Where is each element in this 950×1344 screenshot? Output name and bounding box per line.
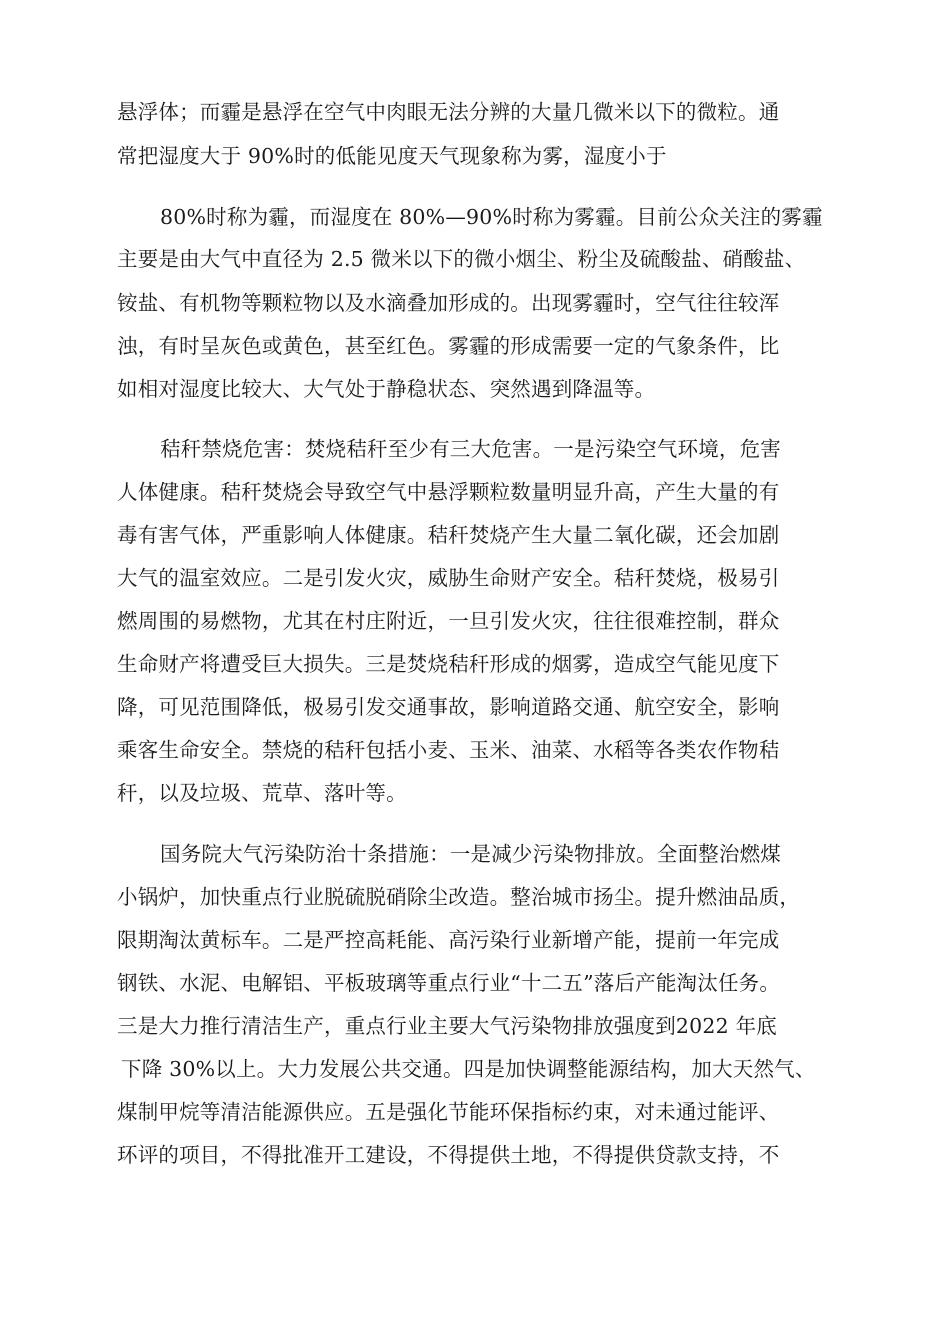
text-line: 生命财产将遭受巨大损失。三是焚烧秸秆形成的烟雾，造成空气能见度下 — [117, 652, 780, 676]
text-line: 小锅炉，加快重点行业脱硫脱硝除尘改造。整治城市扬尘。提升燃油品质， — [117, 885, 801, 909]
text-line: 国务院大气污染防治十条措施：一是减少污染物排放。全面整治燃煤 — [160, 842, 781, 866]
text-line: 秸秆禁烧危害：焚烧秸秆至少有三大危害。一是污染空气环境，危害 — [160, 437, 781, 461]
text-line: 铵盐、有机物等颗粒物以及水滴叠加形成的。出现雾霾时，空气往往较浑 — [117, 291, 780, 315]
text-line: 下降 30%以上。大力发展公共交通。四是加快调整能源结构，加大天然气、 — [121, 1057, 816, 1081]
text-line: 大气的温室效应。二是引发火灾，威胁生命财产安全。秸秆焚烧，极易引 — [117, 566, 780, 590]
text-line: 秆，以及垃圾、荒草、落叶等。 — [117, 781, 407, 805]
text-line: 煤制甲烷等清洁能源供应。五是强化节能环保指标约束，对未通过能评、 — [117, 1100, 780, 1124]
text-line: 三是大力推行清洁生产，重点行业主要大气污染物排放强度到2022 年底 — [117, 1014, 777, 1038]
text-line: 主要是由大气中直径为 2.5 微米以下的微小烟尘、粉尘及硫酸盐、硝酸盐、 — [117, 247, 806, 271]
text-line: 乘客生命安全。禁烧的秸秆包括小麦、玉米、油菜、水稻等各类农作物秸 — [117, 738, 780, 762]
text-line: 如相对湿度比较大、大气处于静稳状态、突然遇到降温等。 — [117, 377, 656, 401]
text-line: 常把湿度大于 90%时的低能见度天气现象称为雾，湿度小于 — [117, 144, 667, 168]
text-line: 80%时称为霾，而湿度在 80%—90%时称为雾霾。目前公众关注的雾霾 — [160, 205, 823, 229]
text-line: 限期淘汰黄标车。二是严控高耗能、高污染行业新增产能，提前一年完成 — [117, 928, 780, 952]
text-line: 降，可见范围降低，极易引发交通事故，影响道路交通、航空安全，影响 — [117, 695, 780, 719]
text-line: 环评的项目，不得批准开工建设，不得提供土地，不得提供贷款支持，不 — [117, 1143, 780, 1167]
text-line: 钢铁、水泥、电解铝、平板玻璃等重点行业“十二五”落后产能淘汰任务。 — [117, 971, 781, 995]
text-line: 浊，有时呈灰色或黄色，甚至红色。雾霾的形成需要一定的气象条件，比 — [117, 334, 780, 358]
text-line: 悬浮体；而霾是悬浮在空气中肉眼无法分辨的大量几微米以下的微粒。通 — [117, 100, 780, 124]
text-line: 人体健康。秸秆焚烧会导致空气中悬浮颗粒数量明显升高，产生大量的有 — [117, 480, 780, 504]
text-line: 毒有害气体，严重影响人体健康。秸秆焚烧产生大量二氧化碳，还会加剧 — [117, 523, 780, 547]
text-line: 燃周围的易燃物，尤其在村庄附近，一旦引发火灾，往往很难控制，群众 — [117, 609, 780, 633]
